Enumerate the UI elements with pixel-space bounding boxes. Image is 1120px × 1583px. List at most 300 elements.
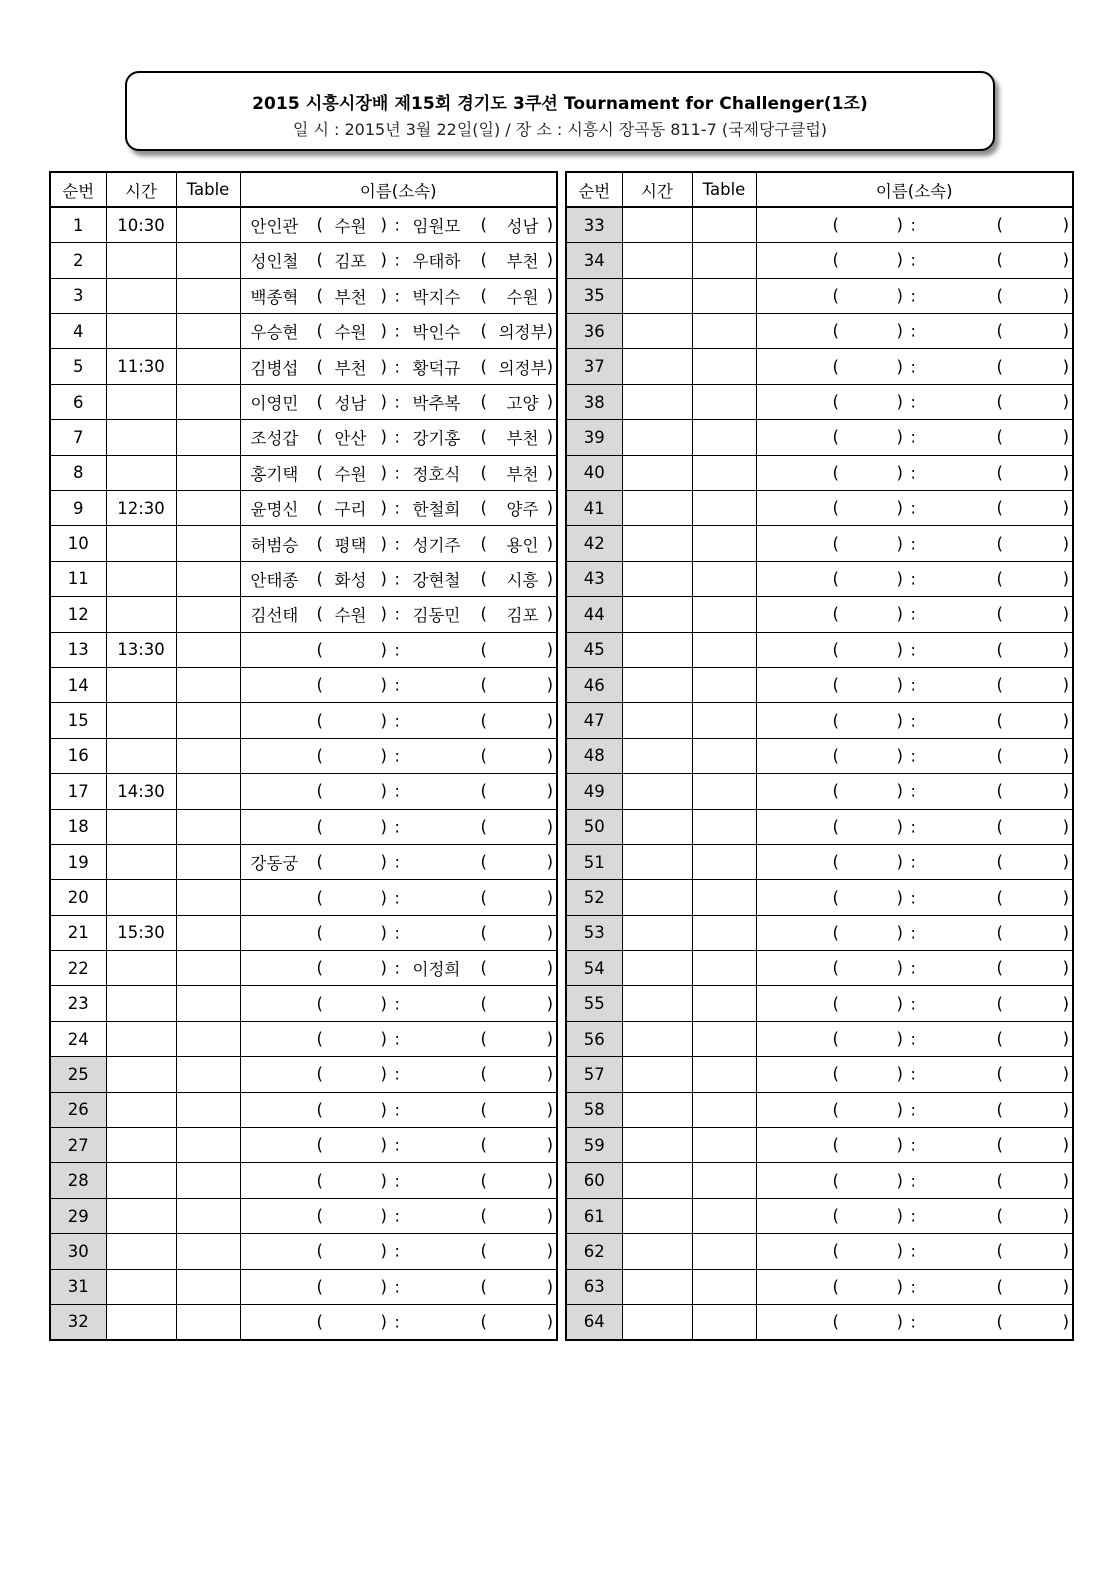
match-time	[622, 597, 692, 632]
close-paren: )	[1062, 1171, 1069, 1191]
open-paren: (	[996, 604, 1003, 624]
match-players	[756, 314, 1073, 349]
close-sep: )	[896, 994, 903, 1014]
table-row	[50, 207, 557, 242]
open-paren: (	[480, 675, 487, 695]
match-number: 18	[50, 809, 106, 844]
close-sep: )	[380, 1277, 387, 1297]
player2-affiliation: 성남	[506, 217, 539, 237]
open-paren: (	[996, 321, 1003, 341]
match-time	[106, 809, 176, 844]
open-paren: (	[832, 357, 839, 377]
close-sep: )	[896, 463, 903, 483]
match-time	[622, 1234, 692, 1269]
match-time	[622, 491, 692, 526]
match-number: 17	[50, 774, 106, 809]
open-paren: (	[480, 1312, 487, 1332]
table-row	[50, 844, 557, 879]
open-paren: (	[996, 675, 1003, 695]
table-row	[566, 738, 1073, 773]
player2-name: 박지수	[412, 287, 461, 307]
match-time	[622, 1198, 692, 1233]
open-paren: (	[832, 569, 839, 589]
match-number: 3	[50, 278, 106, 313]
match-time	[106, 1198, 176, 1233]
open-paren: (	[832, 923, 839, 943]
close-sep: )	[896, 357, 903, 377]
open-paren: (	[316, 1171, 323, 1191]
table-row	[566, 1269, 1073, 1304]
match-time	[622, 915, 692, 950]
vs-separator: :	[910, 357, 916, 377]
open-paren: (	[480, 1171, 487, 1191]
open-paren: (	[480, 852, 487, 872]
open-paren: (	[996, 1241, 1003, 1261]
table-row	[50, 1021, 557, 1056]
close-paren: )	[546, 321, 553, 341]
open-paren: (	[316, 1312, 323, 1332]
close-paren: )	[546, 746, 553, 766]
open-paren: (	[832, 994, 839, 1014]
open-paren: (	[480, 1064, 487, 1084]
player1-name: 안인관	[250, 217, 299, 237]
close-paren: )	[546, 675, 553, 695]
player1-name: 강동궁	[250, 854, 299, 874]
table-row	[50, 1128, 557, 1163]
close-paren: )	[1062, 852, 1069, 872]
open-paren: (	[316, 498, 323, 518]
open-paren: (	[996, 746, 1003, 766]
close-paren: )	[546, 711, 553, 731]
table-number	[176, 880, 240, 915]
match-time	[106, 1163, 176, 1198]
close-paren: )	[546, 357, 553, 377]
match-players	[240, 915, 557, 950]
open-paren: (	[832, 1206, 839, 1226]
open-paren: (	[996, 640, 1003, 660]
close-sep: )	[896, 888, 903, 907]
vs-separator: :	[394, 604, 400, 624]
vs-separator: :	[910, 1029, 916, 1049]
table-row	[566, 844, 1073, 879]
match-time	[106, 1057, 176, 1092]
close-paren: )	[1062, 923, 1069, 943]
open-paren: (	[480, 1206, 487, 1226]
match-number: 43	[566, 561, 622, 596]
match-time	[622, 384, 692, 419]
vs-separator: :	[910, 427, 916, 447]
table-number	[176, 207, 240, 242]
match-number: 24	[50, 1021, 106, 1056]
open-paren: (	[996, 923, 1003, 943]
open-paren: (	[316, 1206, 323, 1226]
schedule-table-left	[49, 171, 558, 1341]
match-time	[622, 703, 692, 738]
match-number: 5	[50, 349, 106, 384]
close-sep: )	[896, 286, 903, 306]
open-paren: (	[996, 888, 1003, 907]
match-number: 40	[566, 455, 622, 490]
player1-name: 백종혁	[250, 287, 299, 307]
table-row	[566, 278, 1073, 313]
open-paren: (	[996, 463, 1003, 483]
match-number: 58	[566, 1092, 622, 1127]
match-time	[622, 1128, 692, 1163]
match-number: 35	[566, 278, 622, 313]
close-sep: )	[896, 923, 903, 943]
player2-affiliation: 고양	[506, 394, 539, 414]
player1-name: 이영민	[250, 394, 299, 414]
match-number: 44	[566, 597, 622, 632]
table-number	[692, 561, 756, 596]
close-sep: )	[380, 604, 387, 624]
table-row	[566, 597, 1073, 632]
match-number: 23	[50, 986, 106, 1021]
vs-separator: :	[394, 534, 400, 554]
open-paren: (	[480, 215, 487, 235]
match-time	[622, 278, 692, 313]
table-row	[50, 243, 557, 278]
vs-separator: :	[910, 1135, 916, 1155]
table-row	[50, 774, 557, 809]
close-paren: )	[1062, 711, 1069, 731]
vs-separator: :	[394, 746, 400, 766]
table-row	[50, 880, 557, 915]
table-number	[176, 844, 240, 879]
match-time	[106, 455, 176, 490]
table-number	[692, 384, 756, 419]
match-time	[106, 243, 176, 278]
match-number: 48	[566, 738, 622, 773]
match-players	[756, 384, 1073, 419]
match-players	[756, 986, 1073, 1021]
vs-separator: :	[910, 1064, 916, 1084]
match-players	[240, 1163, 557, 1198]
close-sep: )	[380, 711, 387, 731]
close-paren: )	[546, 1277, 553, 1297]
close-sep: )	[380, 286, 387, 306]
table-number	[692, 1269, 756, 1304]
match-players	[240, 986, 557, 1021]
table-number	[176, 1305, 240, 1340]
match-number: 38	[566, 384, 622, 419]
close-sep: )	[380, 1171, 387, 1191]
close-sep: )	[896, 781, 903, 801]
close-paren: )	[546, 1100, 553, 1120]
close-sep: )	[380, 746, 387, 766]
close-paren: )	[1062, 1241, 1069, 1261]
open-paren: (	[480, 1029, 487, 1049]
match-time	[106, 667, 176, 702]
open-paren: (	[996, 1171, 1003, 1191]
vs-separator: :	[910, 463, 916, 483]
table-number	[176, 243, 240, 278]
match-time	[106, 597, 176, 632]
table-number	[692, 491, 756, 526]
open-paren: (	[996, 427, 1003, 447]
match-number: 39	[566, 420, 622, 455]
match-players	[240, 314, 557, 349]
table-row	[566, 774, 1073, 809]
vs-separator: :	[910, 781, 916, 801]
table-row	[566, 915, 1073, 950]
match-players	[756, 349, 1073, 384]
player1-affiliation: 수원	[334, 606, 367, 626]
open-paren: (	[480, 994, 487, 1014]
match-players	[240, 243, 557, 278]
vs-separator: :	[394, 392, 400, 412]
vs-separator: :	[910, 321, 916, 341]
open-paren: (	[832, 286, 839, 306]
match-players	[756, 1128, 1073, 1163]
open-paren: (	[996, 1064, 1003, 1084]
table-row	[50, 1269, 557, 1304]
open-paren: (	[480, 958, 487, 978]
close-paren: )	[1062, 250, 1069, 270]
open-paren: (	[996, 1100, 1003, 1120]
table-row	[50, 455, 557, 490]
table-number	[176, 774, 240, 809]
open-paren: (	[316, 392, 323, 412]
table-number	[692, 844, 756, 879]
close-sep: )	[896, 1312, 903, 1332]
vs-separator: :	[394, 852, 400, 872]
open-paren: (	[316, 1100, 323, 1120]
close-paren: )	[1062, 675, 1069, 695]
close-paren: )	[546, 427, 553, 447]
open-paren: (	[832, 781, 839, 801]
close-sep: )	[380, 852, 387, 872]
table-row	[566, 1021, 1073, 1056]
open-paren: (	[832, 1064, 839, 1084]
close-sep: )	[896, 498, 903, 518]
table-number	[176, 1057, 240, 1092]
open-paren: (	[832, 711, 839, 731]
vs-separator: :	[394, 463, 400, 483]
match-number: 12	[50, 597, 106, 632]
match-number: 31	[50, 1269, 106, 1304]
open-paren: (	[480, 1277, 487, 1297]
table-row	[566, 703, 1073, 738]
vs-separator: :	[394, 357, 400, 377]
player2-affiliation: 부천	[506, 429, 539, 449]
vs-separator: :	[910, 923, 916, 943]
table-number	[692, 774, 756, 809]
player1-name: 안태종	[250, 570, 299, 590]
table-number	[692, 915, 756, 950]
close-paren: )	[546, 392, 553, 412]
match-time: 13:30	[106, 632, 176, 667]
vs-separator: :	[394, 640, 400, 660]
open-paren: (	[996, 1277, 1003, 1297]
vs-separator: :	[910, 888, 916, 907]
open-paren: (	[316, 1241, 323, 1261]
open-paren: (	[996, 392, 1003, 412]
player1-name: 김병섭	[250, 358, 299, 378]
open-paren: (	[480, 711, 487, 731]
close-sep: )	[380, 427, 387, 447]
match-players	[756, 1198, 1073, 1233]
table-row	[566, 951, 1073, 986]
table-number	[692, 1128, 756, 1163]
vs-separator: :	[910, 1171, 916, 1191]
match-players	[240, 278, 557, 313]
match-time	[622, 738, 692, 773]
vs-separator: :	[394, 711, 400, 731]
match-players	[240, 738, 557, 773]
match-time	[106, 314, 176, 349]
close-paren: )	[546, 1029, 553, 1049]
table-number	[176, 915, 240, 950]
table-number	[176, 491, 240, 526]
open-paren: (	[316, 675, 323, 695]
table-number	[176, 951, 240, 986]
table-number	[176, 561, 240, 596]
close-sep: )	[896, 427, 903, 447]
vs-separator: :	[910, 711, 916, 731]
vs-separator: :	[910, 675, 916, 695]
close-paren: )	[546, 958, 553, 978]
close-sep: )	[896, 1029, 903, 1049]
vs-separator: :	[394, 1029, 400, 1049]
close-paren: )	[1062, 463, 1069, 483]
table-number	[176, 1092, 240, 1127]
table-row	[50, 667, 557, 702]
table-row	[566, 455, 1073, 490]
table-number	[692, 597, 756, 632]
open-paren: (	[480, 534, 487, 554]
player1-affiliation: 수원	[334, 217, 367, 237]
open-paren: (	[316, 250, 323, 270]
close-paren: )	[1062, 817, 1069, 837]
close-sep: )	[896, 1100, 903, 1120]
close-sep: )	[380, 1064, 387, 1084]
player1-name: 허범승	[250, 535, 299, 555]
close-paren: )	[1062, 1206, 1069, 1226]
open-paren: (	[480, 427, 487, 447]
open-paren: (	[316, 321, 323, 341]
match-time	[622, 632, 692, 667]
open-paren: (	[316, 923, 323, 943]
match-number: 7	[50, 420, 106, 455]
close-sep: )	[380, 250, 387, 270]
close-sep: )	[380, 569, 387, 589]
table-number	[176, 703, 240, 738]
table-row	[50, 349, 557, 384]
close-paren: )	[1062, 215, 1069, 235]
vs-separator: :	[910, 852, 916, 872]
match-number: 60	[566, 1163, 622, 1198]
table-row	[566, 632, 1073, 667]
table-number	[176, 278, 240, 313]
player1-affiliation: 김포	[334, 252, 367, 272]
close-sep: )	[896, 534, 903, 554]
match-number: 52	[566, 880, 622, 915]
close-sep: )	[380, 1241, 387, 1261]
close-paren: )	[1062, 781, 1069, 801]
match-number: 56	[566, 1021, 622, 1056]
player2-affiliation: 시흥	[506, 570, 539, 590]
close-paren: )	[546, 852, 553, 872]
match-players	[756, 420, 1073, 455]
match-players	[240, 561, 557, 596]
match-time	[106, 278, 176, 313]
open-paren: (	[316, 746, 323, 766]
close-sep: )	[896, 1241, 903, 1261]
open-paren: (	[832, 215, 839, 235]
table-row	[566, 384, 1073, 419]
close-paren: )	[1062, 357, 1069, 377]
close-sep: )	[896, 1064, 903, 1084]
match-players	[756, 1305, 1073, 1340]
vs-separator: :	[910, 1312, 916, 1332]
vs-separator: :	[394, 321, 400, 341]
close-sep: )	[896, 1206, 903, 1226]
close-sep: )	[896, 569, 903, 589]
match-players	[756, 455, 1073, 490]
table-row	[566, 667, 1073, 702]
event-info: 일 시 : 2015년 3월 22일(일) / 장 소 : 시흥시 장곡동 811-7 (국제당구클럽)	[292, 120, 828, 139]
match-players	[756, 1234, 1073, 1269]
table-row	[50, 809, 557, 844]
match-players	[240, 1234, 557, 1269]
close-paren: )	[546, 640, 553, 660]
player2-name: 강현철	[412, 570, 461, 590]
open-paren: (	[480, 569, 487, 589]
close-sep: )	[380, 923, 387, 943]
close-sep: )	[380, 781, 387, 801]
table-number	[692, 632, 756, 667]
match-players	[756, 491, 1073, 526]
match-players	[240, 1305, 557, 1340]
table-number	[176, 738, 240, 773]
match-number: 16	[50, 738, 106, 773]
match-number: 54	[566, 951, 622, 986]
vs-separator: :	[394, 1277, 400, 1297]
match-players	[240, 597, 557, 632]
match-number: 27	[50, 1128, 106, 1163]
match-time	[106, 1128, 176, 1163]
match-number: 33	[566, 207, 622, 242]
match-time	[622, 1092, 692, 1127]
close-paren: )	[546, 463, 553, 483]
open-paren: (	[996, 498, 1003, 518]
open-paren: (	[996, 817, 1003, 837]
match-players	[240, 632, 557, 667]
match-players	[240, 1198, 557, 1233]
player2-affiliation: 의정부	[498, 358, 547, 378]
player1-affiliation: 평택	[334, 535, 367, 555]
open-paren: (	[316, 534, 323, 554]
match-number: 20	[50, 880, 106, 915]
table-row	[566, 420, 1073, 455]
player1-name: 조성갑	[250, 429, 299, 449]
vs-separator: :	[910, 1277, 916, 1297]
match-players	[240, 880, 557, 915]
open-paren: (	[832, 746, 839, 766]
open-paren: (	[832, 817, 839, 837]
table-number	[692, 667, 756, 702]
close-paren: )	[546, 994, 553, 1014]
table-number	[176, 809, 240, 844]
open-paren: (	[832, 1241, 839, 1261]
close-paren: )	[546, 1171, 553, 1191]
open-paren: (	[480, 604, 487, 624]
table-number	[176, 1234, 240, 1269]
page-title: 2015 시흥시장배 제15회 경기도 3쿠션 Tournament for Challenger(1조)	[252, 94, 868, 114]
match-time	[106, 703, 176, 738]
match-number: 64	[566, 1305, 622, 1340]
